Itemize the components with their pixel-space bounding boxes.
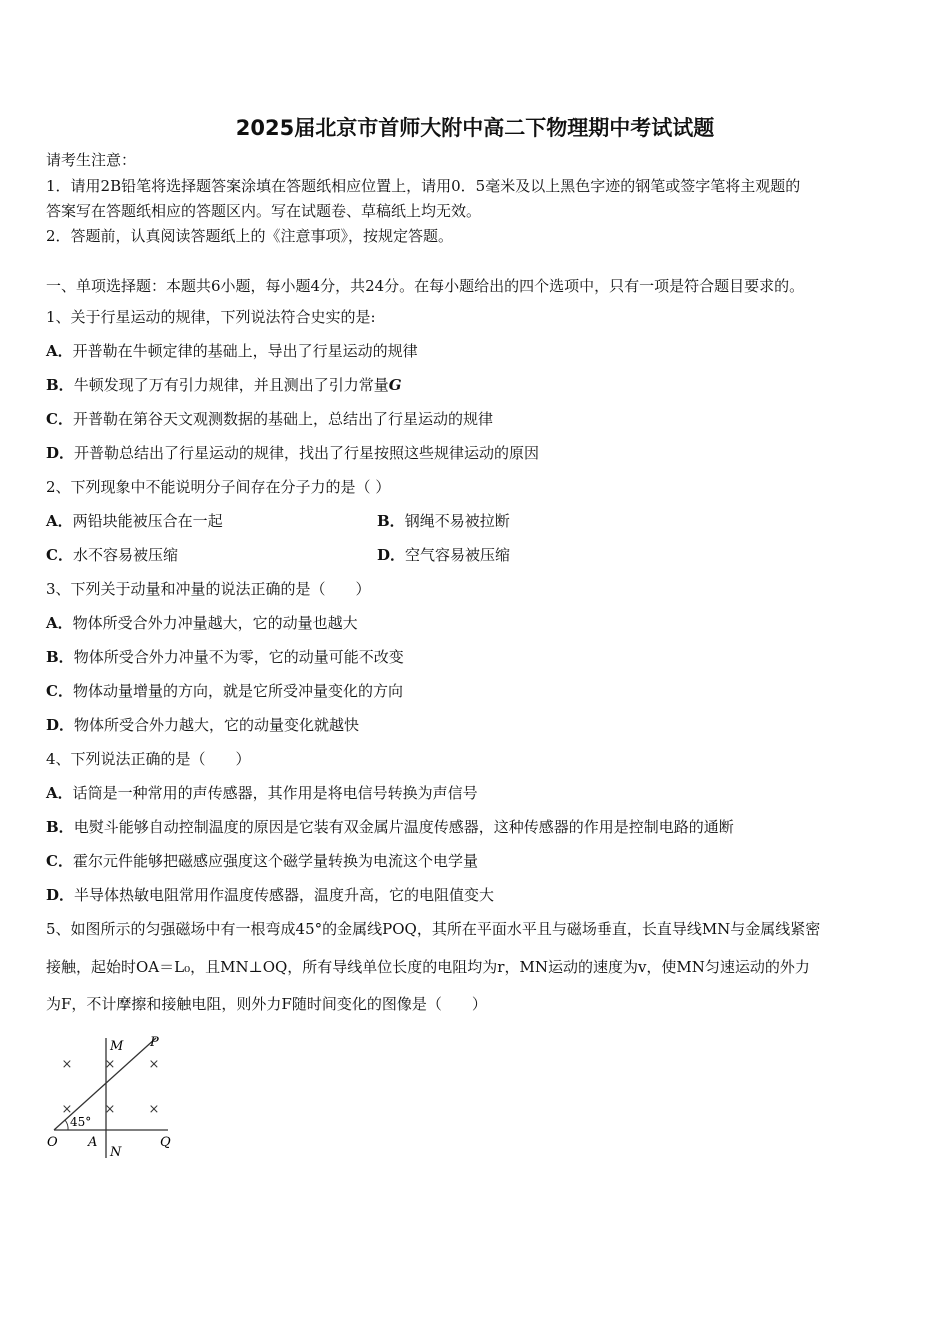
q4-stem: 4、下列说法正确的是（ ） — [46, 750, 251, 768]
q4-option-a: A．话筒是一种常用的声传感器，其作用是将电信号转换为声信号 — [46, 784, 478, 802]
notice-line: 1．请用2B铅笔将选择题答案涂填在答题纸相应位置上，请用0．5毫米及以上黑色字迹的钢笔或签字笔将主观题的 — [46, 177, 801, 195]
angle-arc — [65, 1120, 68, 1130]
q5-stem-line: 接触，起始时OA＝L₀，且MN⊥OQ，所有导线单位长度的电阻均为r，MN运动的速度为v，使MN匀速运动的外力 — [46, 958, 810, 976]
q1-option-c: C．开普勒在第谷天文观测数据的基础上，总结出了行星运动的规律 — [46, 410, 493, 428]
q1-option-a: A．开普勒在牛顿定律的基础上，导出了行星运动的规律 — [46, 342, 418, 360]
q2-stem: 2、下列现象中不能说明分子间存在分子力的是（ ） — [46, 478, 391, 496]
section-heading: 一、单项选择题：本题共6小题，每小题4分，共24分。在每小题给出的四个选项中，只有一项是符合题目要求的。 — [46, 277, 805, 295]
label-m: M — [110, 1039, 124, 1054]
notice-heading: 请考生注意： — [46, 151, 137, 169]
notice-line: 答案写在答题纸相应的答题区内。写在试题卷、草稿纸上均无效。 — [46, 202, 482, 220]
page-title: 2025届北京市首师大附中高二下物理期中考试试题 — [235, 116, 715, 140]
label-q: Q — [160, 1135, 171, 1150]
q3-option-c: C．物体动量增量的方向，就是它所受冲量变化的方向 — [46, 682, 403, 700]
q1-option-b: B．牛顿发现了万有引力规律，并且测出了引力常量G — [46, 376, 402, 394]
q2-option-b: B．钢绳不易被拉断 — [377, 512, 510, 530]
q4-option-d: D．半导体热敏电阻常用作温度传感器，温度升高，它的电阻值变大 — [46, 886, 495, 904]
q5-stem-line: 为F，不计摩擦和接触电阻，则外力F随时间变化的图像是（ ） — [46, 995, 487, 1013]
q3-option-d: D．物体所受合外力越大，它的动量变化就越快 — [46, 716, 360, 734]
label-a: A — [88, 1135, 98, 1150]
svg-text:×: × — [148, 1102, 160, 1117]
svg-text:×: × — [148, 1057, 160, 1072]
q4-option-b: B．电熨斗能够自动控制温度的原因是它装有双金属片温度传感器，这种传感器的作用是控制电路的通断 — [46, 818, 734, 836]
label-o: O — [47, 1135, 58, 1150]
q1-option-d: D．开普勒总结出了行星运动的规律，找出了行星按照这些规律运动的原因 — [46, 444, 540, 462]
svg-text:×: × — [61, 1057, 73, 1072]
label-p: P — [150, 1035, 159, 1050]
q3-option-b: B．物体所受合外力冲量不为零，它的动量可能不改变 — [46, 648, 404, 666]
q1-stem: 1、关于行星运动的规律，下列说法符合史实的是: — [46, 308, 376, 326]
svg-text:×: × — [61, 1102, 73, 1117]
q2-option-c: C．水不容易被压缩 — [46, 546, 178, 564]
q5-stem-line: 5、如图所示的匀强磁场中有一根弯成45°的金属线POQ，其所在平面水平且与磁场垂直，长直导线MN与金属线紧密 — [46, 920, 821, 938]
label-n: N — [110, 1145, 122, 1160]
svg-text:×: × — [104, 1102, 116, 1117]
q4-option-c: C．霍尔元件能够把磁感应强度这个磁学量转换为电流这个电学量 — [46, 852, 478, 870]
angle-label: 45° — [70, 1115, 92, 1129]
notice-line: 2．答题前，认真阅读答题纸上的《注意事项》，按规定答题。 — [46, 227, 454, 245]
q2-option-d: D．空气容易被压缩 — [377, 546, 511, 564]
q3-stem: 3、下列关于动量和冲量的说法正确的是（ ） — [46, 580, 371, 598]
q2-option-a: A．两铅块能被压合在一起 — [46, 512, 223, 530]
q3-option-a: A．物体所受合外力冲量越大，它的动量也越大 — [46, 614, 358, 632]
magnetic-field-diagram — [44, 1032, 184, 1162]
field-cross-marks — [62, 1057, 160, 1117]
svg-text:×: × — [104, 1057, 116, 1072]
